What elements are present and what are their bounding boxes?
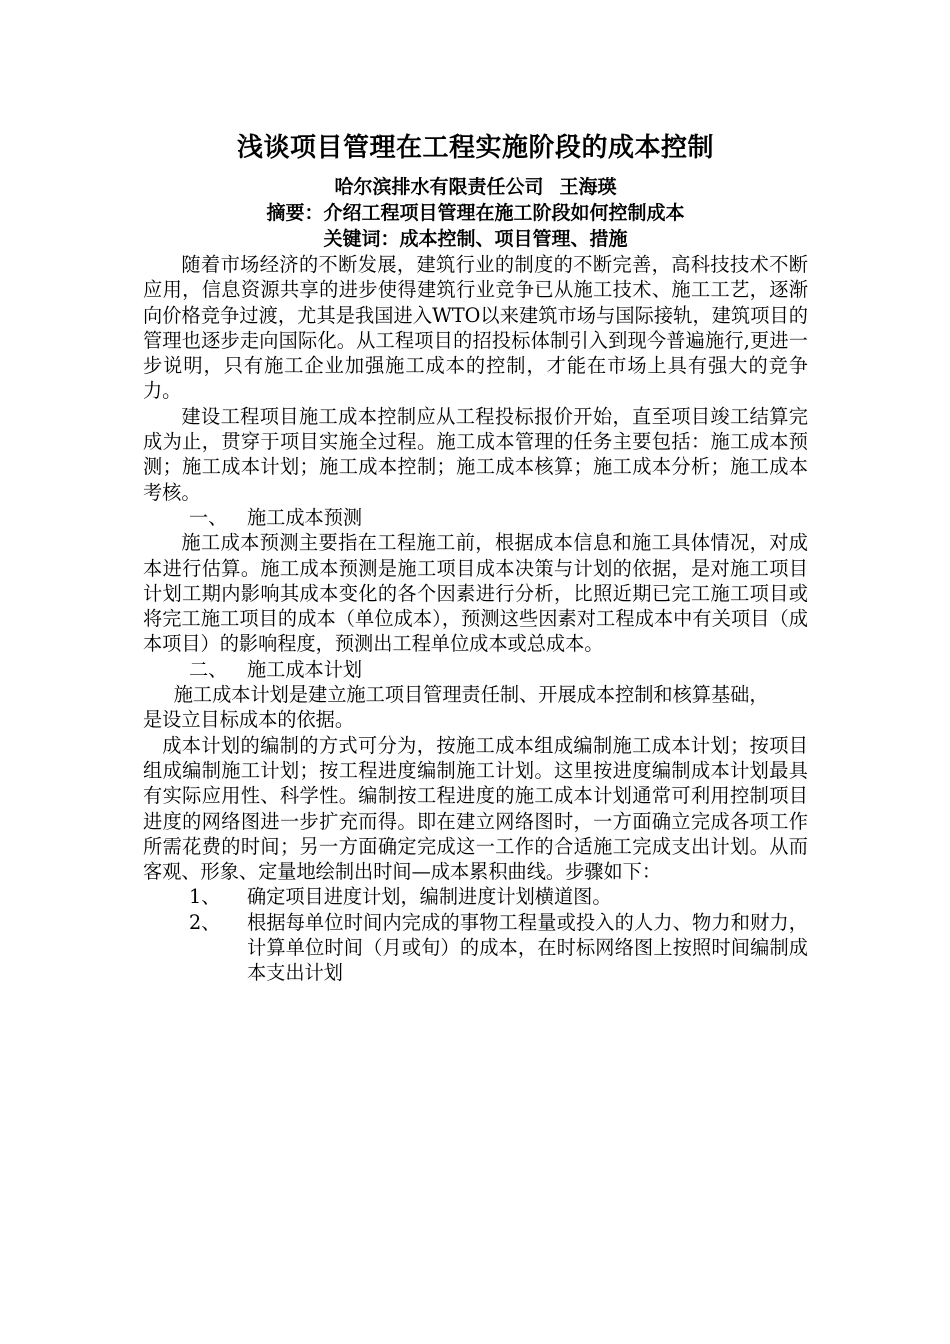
list-item — [143, 910, 808, 986]
company-name: 哈尔滨排水有限责任公司 — [334, 176, 544, 198]
section-heading-2 — [143, 657, 808, 682]
section-heading-1 — [143, 505, 808, 530]
author-name: 王海瑛 — [559, 176, 617, 198]
document-title: 浅谈项目管理在工程实施阶段的成本控制 — [236, 133, 714, 163]
list-item-text: 根据每单位时间内完成的事物工程量或投入的人力、物力和财力，计算单位时间（月或旬）的成本，在时标网络图上按照时间编制成本支出计划 — [247, 910, 808, 985]
list-item-text: 确定项目进度计划，编制进度计划横道图。 — [247, 885, 612, 909]
section-1-paragraph: 施工成本预测主要指在工程施工前，根据成本信息和施工具体情况，对成本进行估算。施工成本预测是施工项目成本决策与计划的依据，是对施工项目计划工期内影响其成本变化的各个因素进行分析，比照近期已完工施工项目或将完工施工项目的成本（单位成本），预测这些因素对工程成本中有关项目（成本项目）的影响程度，预测出工程单位成本或总成本。 — [143, 531, 808, 656]
section-number: 一、 — [189, 505, 228, 529]
section-title: 施工成本预测 — [247, 505, 363, 529]
abstract: 摘要：介绍工程项目管理在施工阶段如何控制成本 — [266, 202, 685, 224]
section-number: 二、 — [189, 657, 228, 681]
list-item-number: 1、 — [189, 885, 221, 909]
section-2-paragraph-a: 施工成本计划是建立施工项目管理责任制、开展成本控制和核算基础，是设立目标成本的依据。 — [143, 683, 769, 732]
section-2-paragraph-b: 成本计划的编制的方式可分为，按施工成本组成编制施工成本计划；按项目组成编制施工计划；按工程进度编制施工计划。这里按进度编制成本计划最具有实际应用性、科学性。编制按工程进度的施工成本计划通常可利用控制项目进度的网络图进一步扩充而得。即在建立网络图时，一方面确立完成各项工作所需花费的时间；另一方面确定完成这一工作的合适施工完成支出计划。从而客观、形象、定量地绘制出时间—成本累积曲线。步骤如下： — [143, 733, 808, 884]
list-item — [143, 884, 808, 909]
intro-paragraph-1: 随着市场经济的不断发展，建筑行业的制度的不断完善，高科技技术不断应用，信息资源共享的进步使得建筑行业竞争已从施工技术、施工工艺，逐渐向价格竞争过渡，尤其是我国进入WTO以来建筑市场与国际接轨，建筑项目的管理也逐步走向国际化。从工程项目的招投标体制引入到现今普遍施行,更进一步说明，只有施工企业加强施工成本的控制，才能在市场上具有强大的竞争力。 — [143, 253, 808, 403]
keywords: 关键词：成本控制、项目管理、措施 — [323, 228, 628, 250]
document-page — [143, 128, 808, 986]
section-title: 施工成本计划 — [247, 657, 363, 681]
list-item-number: 2、 — [189, 910, 221, 934]
byline — [143, 174, 808, 200]
intro-paragraph-2: 建设工程项目施工成本控制应从工程投标报价开始，直至项目竣工结算完成为止，贯穿于项目实施全过程。施工成本管理的任务主要包括：施工成本预测；施工成本计划；施工成本控制；施工成本核算；施工成本分析；施工成本考核。 — [143, 404, 808, 504]
